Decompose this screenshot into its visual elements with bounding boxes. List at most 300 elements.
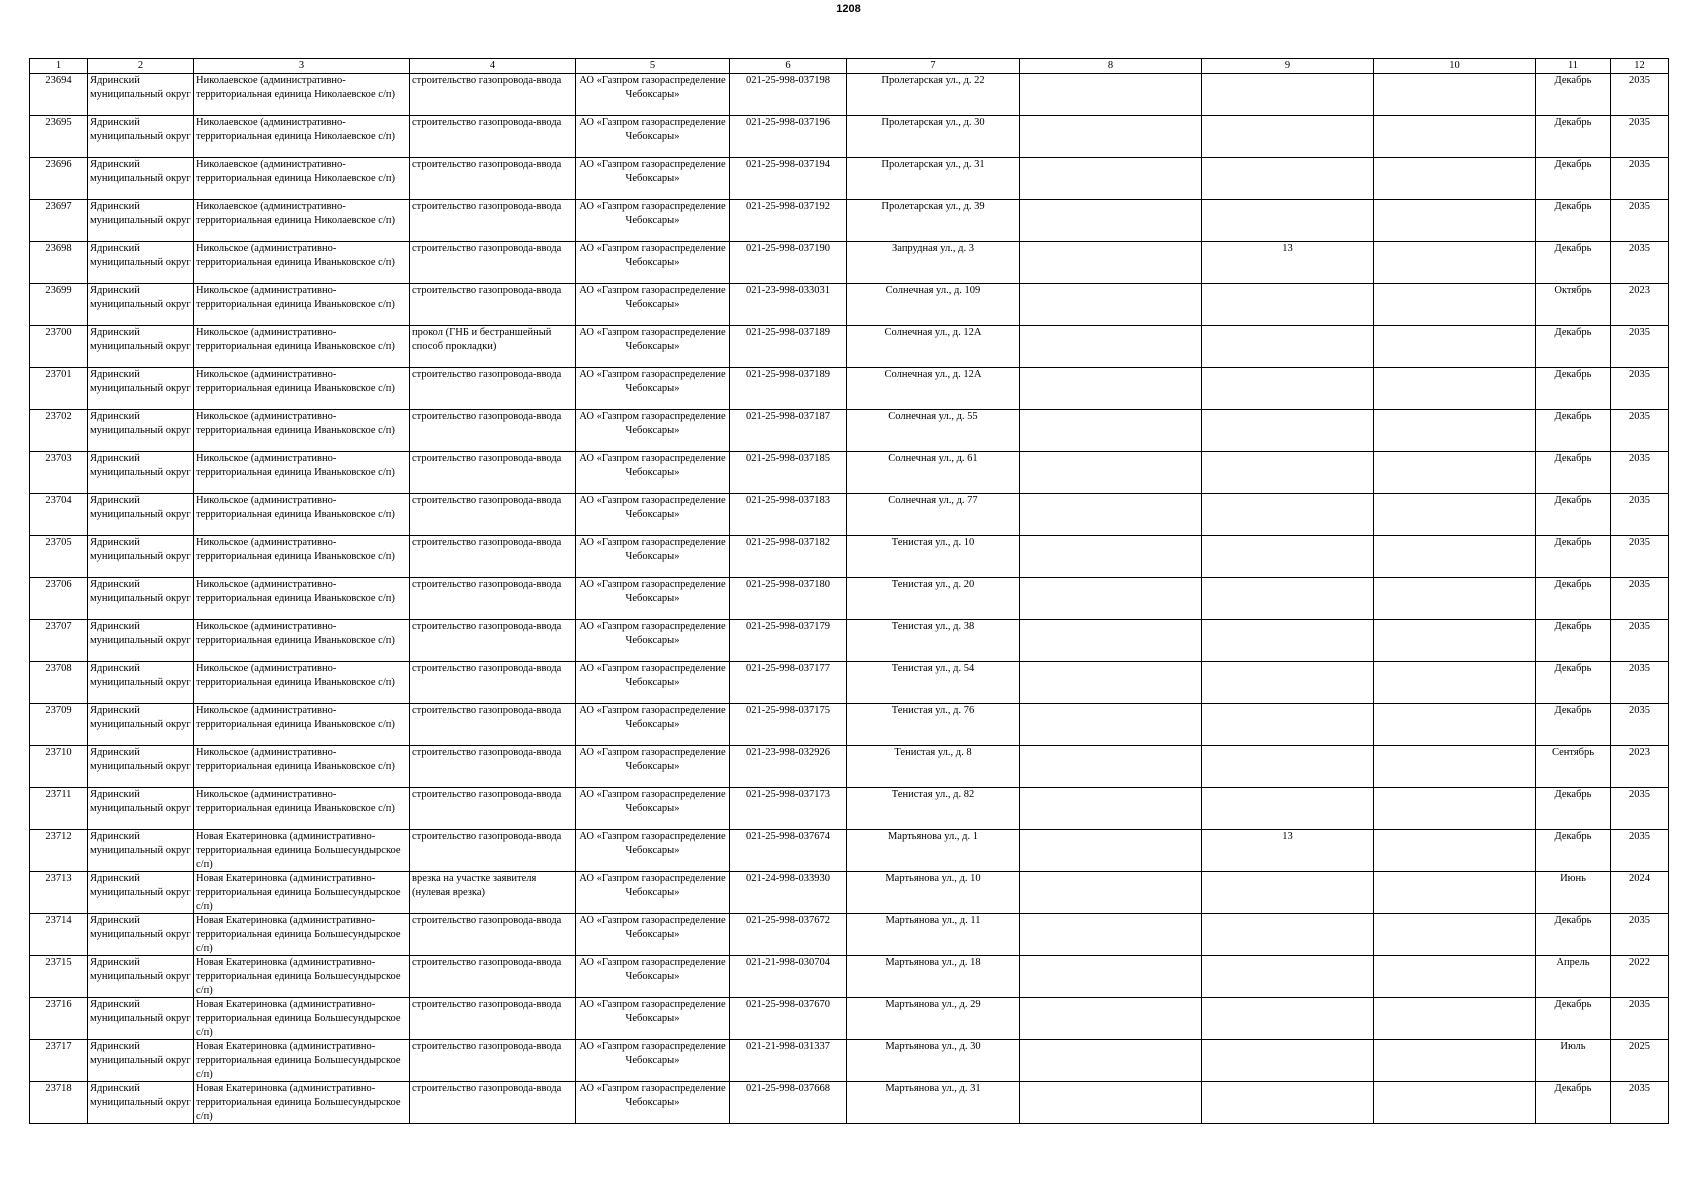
- address-cell: [847, 788, 1020, 830]
- year-cell-text: 2035: [1629, 621, 1650, 632]
- organization-cell: [576, 452, 730, 494]
- table-row: [30, 872, 1669, 914]
- organization-cell: [576, 788, 730, 830]
- organization-cell-text: АО «Газпром газораспределение Чебоксары»: [579, 831, 726, 856]
- column-number-row: [30, 59, 1669, 74]
- district-cell: [88, 1082, 194, 1124]
- table-row: [30, 998, 1669, 1040]
- organization-cell-text: АО «Газпром газораспределение Чебоксары»: [579, 747, 726, 772]
- row-number-cell: [30, 998, 88, 1040]
- month-cell-text: Декабрь: [1554, 495, 1592, 506]
- organization-cell: [576, 662, 730, 704]
- column-10-cell: [1374, 116, 1536, 158]
- column-10-cell: [1374, 284, 1536, 326]
- month-cell: [1536, 1082, 1611, 1124]
- district-cell: [88, 998, 194, 1040]
- object-code-cell-text: 021-24-998-033930: [746, 873, 830, 884]
- address-cell-text: Пролетарская ул., д. 22: [881, 75, 985, 86]
- address-cell: [847, 956, 1020, 998]
- month-cell: [1536, 74, 1611, 116]
- column-10-cell: [1374, 536, 1536, 578]
- year-cell-text: 2035: [1629, 999, 1650, 1010]
- district-cell: [88, 116, 194, 158]
- address-cell-text: Солнечная ул., д. 12А: [884, 327, 982, 338]
- table-row: [30, 578, 1669, 620]
- row-number-cell-text: 23707: [45, 621, 72, 632]
- column-8-cell: [1020, 536, 1202, 578]
- address-cell-text: Солнечная ул., д. 109: [885, 285, 981, 296]
- month-cell-text: Декабрь: [1554, 75, 1592, 86]
- object-code-cell: [730, 452, 847, 494]
- object-code-cell-text: 021-25-998-037185: [746, 453, 830, 464]
- column-9-cell: [1202, 620, 1374, 662]
- year-cell: [1611, 620, 1669, 662]
- organization-cell: [576, 284, 730, 326]
- district-cell: [88, 914, 194, 956]
- year-cell: [1611, 872, 1669, 914]
- column-10-cell: [1374, 662, 1536, 704]
- work-type-cell: [410, 494, 576, 536]
- organization-cell-text: АО «Газпром газораспределение Чебоксары»: [579, 201, 726, 226]
- column-8-cell: [1020, 1082, 1202, 1124]
- district-cell-text: Ядринский муниципальный округ: [90, 1083, 191, 1108]
- district-cell: [88, 368, 194, 410]
- year-cell: [1611, 830, 1669, 872]
- table-row: [30, 1040, 1669, 1082]
- year-cell: [1611, 662, 1669, 704]
- object-code-cell-text: 021-21-998-030704: [746, 957, 830, 968]
- table-row: [30, 662, 1669, 704]
- year-cell: [1611, 914, 1669, 956]
- column-9-cell: [1202, 494, 1374, 536]
- column-9-cell: [1202, 452, 1374, 494]
- row-number-cell-text: 23706: [45, 579, 72, 590]
- work-type-cell: [410, 872, 576, 914]
- work-type-cell: [410, 326, 576, 368]
- column-10-cell: [1374, 746, 1536, 788]
- column-9-cell: [1202, 116, 1374, 158]
- year-cell-text: 2035: [1629, 117, 1650, 128]
- district-cell: [88, 872, 194, 914]
- organization-cell-text: АО «Газпром газораспределение Чебоксары»: [579, 495, 726, 520]
- address-cell: [847, 998, 1020, 1040]
- work-type-cell: [410, 746, 576, 788]
- column-9-cell: [1202, 788, 1374, 830]
- month-cell: [1536, 830, 1611, 872]
- address-cell-text: Тенистая ул., д. 82: [891, 789, 975, 800]
- address-cell-text: Мартьянова ул., д. 1: [887, 831, 979, 842]
- object-code-cell: [730, 662, 847, 704]
- column-9-cell: [1202, 662, 1374, 704]
- year-cell-text: 2035: [1629, 327, 1650, 338]
- month-cell: [1536, 620, 1611, 662]
- work-type-cell-text: строительство газопровода-ввода: [412, 117, 562, 128]
- column-10-cell: [1374, 494, 1536, 536]
- table-row: [30, 410, 1669, 452]
- column-8-cell: [1020, 746, 1202, 788]
- year-cell: [1611, 200, 1669, 242]
- district-cell: [88, 1040, 194, 1082]
- month-cell: [1536, 536, 1611, 578]
- settlement-cell: [194, 494, 410, 536]
- column-8-cell: [1020, 200, 1202, 242]
- object-code-cell: [730, 872, 847, 914]
- object-code-cell-text: 021-25-998-037173: [746, 789, 830, 800]
- settlement-cell-text: Никольское (административно-территориальная единица Иваньковское с/п): [196, 453, 395, 478]
- address-cell: [847, 410, 1020, 452]
- month-cell: [1536, 788, 1611, 830]
- column-10-cell: [1374, 242, 1536, 284]
- object-code-cell-text: 021-25-998-037668: [746, 1083, 830, 1094]
- row-number-cell-text: 23718: [45, 1083, 72, 1094]
- row-number-cell-text: 23717: [45, 1041, 72, 1052]
- year-cell: [1611, 452, 1669, 494]
- row-number-cell: [30, 410, 88, 452]
- year-cell: [1611, 158, 1669, 200]
- row-number-cell-text: 23699: [45, 285, 72, 296]
- year-cell-text: 2035: [1629, 159, 1650, 170]
- month-cell: [1536, 494, 1611, 536]
- month-cell: [1536, 662, 1611, 704]
- object-code-cell: [730, 74, 847, 116]
- district-cell-text: Ядринский муниципальный округ: [90, 579, 191, 604]
- work-type-cell-text: строительство газопровода-ввода: [412, 75, 562, 86]
- work-type-cell: [410, 662, 576, 704]
- address-cell: [847, 116, 1020, 158]
- year-cell-text: 2035: [1629, 411, 1650, 422]
- column-9-cell: [1202, 410, 1374, 452]
- work-type-cell: [410, 536, 576, 578]
- settlement-cell-text: Николаевское (административно-территориальная единица Николаевское с/п): [196, 159, 396, 184]
- row-number-cell-text: 23702: [45, 411, 72, 422]
- work-type-cell-text: строительство газопровода-ввода: [412, 663, 562, 674]
- row-number-cell: [30, 914, 88, 956]
- organization-cell: [576, 410, 730, 452]
- table-header: [30, 59, 1669, 74]
- work-type-cell: [410, 788, 576, 830]
- table-row: [30, 200, 1669, 242]
- month-cell: [1536, 746, 1611, 788]
- row-number-cell-text: 23715: [45, 957, 72, 968]
- year-cell: [1611, 1040, 1669, 1082]
- organization-cell: [576, 74, 730, 116]
- organization-cell: [576, 1040, 730, 1082]
- address-cell-text: Пролетарская ул., д. 30: [881, 117, 985, 128]
- row-number-cell: [30, 830, 88, 872]
- settlement-cell-text: Николаевское (административно-территориальная единица Николаевское с/п): [196, 75, 396, 100]
- column-9-cell: [1202, 914, 1374, 956]
- district-cell: [88, 74, 194, 116]
- district-cell-text: Ядринский муниципальный округ: [90, 537, 191, 562]
- object-code-cell: [730, 158, 847, 200]
- organization-cell-text: АО «Газпром газораспределение Чебоксары»: [579, 75, 726, 100]
- row-number-cell-text: 23710: [45, 747, 72, 758]
- district-cell-text: Ядринский муниципальный округ: [90, 831, 191, 856]
- district-cell: [88, 956, 194, 998]
- column-10-cell: [1374, 368, 1536, 410]
- year-cell: [1611, 998, 1669, 1040]
- year-cell: [1611, 326, 1669, 368]
- settlement-cell: [194, 326, 410, 368]
- work-type-cell: [410, 578, 576, 620]
- row-number-cell-text: 23712: [45, 831, 72, 842]
- row-number-cell-text: 23701: [45, 369, 72, 380]
- month-cell-text: Апрель: [1556, 957, 1590, 968]
- month-cell-text: Июнь: [1560, 873, 1586, 884]
- row-number-cell-text: 23697: [45, 201, 72, 212]
- address-cell-text: Мартьянова ул., д. 31: [885, 1083, 981, 1094]
- settlement-cell: [194, 872, 410, 914]
- column-9-cell: [1202, 746, 1374, 788]
- work-type-cell: [410, 998, 576, 1040]
- year-cell: [1611, 284, 1669, 326]
- address-cell-text: Мартьянова ул., д. 11: [885, 915, 981, 926]
- work-type-cell: [410, 704, 576, 746]
- column-8-cell: [1020, 452, 1202, 494]
- address-cell: [847, 746, 1020, 788]
- table-row: [30, 158, 1669, 200]
- address-cell: [847, 242, 1020, 284]
- column-8-cell: [1020, 494, 1202, 536]
- district-cell: [88, 704, 194, 746]
- organization-cell-text: АО «Газпром газораспределение Чебоксары»: [579, 873, 726, 898]
- column-9-cell: [1202, 158, 1374, 200]
- object-code-cell-text: 021-23-998-033031: [746, 285, 830, 296]
- object-code-cell: [730, 200, 847, 242]
- column-9-cell: [1202, 326, 1374, 368]
- row-number-cell: [30, 242, 88, 284]
- settlement-cell-text: Никольское (административно-территориальная единица Иваньковское с/п): [196, 537, 395, 562]
- settlement-cell: [194, 242, 410, 284]
- column-10-cell: [1374, 830, 1536, 872]
- column-8-cell: [1020, 158, 1202, 200]
- object-code-cell: [730, 998, 847, 1040]
- column-9-cell: [1202, 872, 1374, 914]
- address-cell-text: Пролетарская ул., д. 31: [881, 159, 985, 170]
- address-cell-text: Пролетарская ул., д. 39: [881, 201, 985, 212]
- year-cell-text: 2035: [1629, 579, 1650, 590]
- object-code-cell: [730, 746, 847, 788]
- year-cell-text: 2035: [1629, 705, 1650, 716]
- column-header-2: 2: [88, 59, 194, 74]
- work-type-cell-text: строительство газопровода-ввода: [412, 243, 562, 254]
- district-cell: [88, 830, 194, 872]
- year-cell-text: 2035: [1629, 369, 1650, 380]
- work-type-cell-text: строительство газопровода-ввода: [412, 999, 562, 1010]
- organization-cell: [576, 494, 730, 536]
- row-number-cell-text: 23698: [45, 243, 72, 254]
- settlement-cell-text: Новая Екатериновка (административно-территориальная единица Большесундырское с/п): [196, 1083, 401, 1122]
- district-cell-text: Ядринский муниципальный округ: [90, 747, 191, 772]
- work-type-cell-text: строительство газопровода-ввода: [412, 495, 562, 506]
- row-number-cell: [30, 74, 88, 116]
- address-cell-text: Солнечная ул., д. 77: [888, 495, 978, 506]
- settlement-cell: [194, 914, 410, 956]
- object-code-cell-text: 021-25-998-037670: [746, 999, 830, 1010]
- column-header-12: 12: [1611, 59, 1669, 74]
- row-number-cell: [30, 620, 88, 662]
- address-cell: [847, 1082, 1020, 1124]
- object-code-cell-text: 021-25-998-037672: [746, 915, 830, 926]
- row-number-cell-text: 23713: [45, 873, 72, 884]
- row-number-cell: [30, 116, 88, 158]
- district-cell-text: Ядринский муниципальный округ: [90, 621, 191, 646]
- district-cell-text: Ядринский муниципальный округ: [90, 453, 191, 478]
- object-code-cell: [730, 704, 847, 746]
- settlement-cell-text: Никольское (административно-территориальная единица Иваньковское с/п): [196, 285, 395, 310]
- year-cell-text: 2022: [1629, 957, 1650, 968]
- table-row: [30, 620, 1669, 662]
- organization-cell-text: АО «Газпром газораспределение Чебоксары»: [579, 285, 726, 310]
- organization-cell: [576, 872, 730, 914]
- work-type-cell-text: строительство газопровода-ввода: [412, 705, 562, 716]
- month-cell-text: Декабрь: [1554, 369, 1592, 380]
- table-row: [30, 956, 1669, 998]
- organization-cell-text: АО «Газпром газораспределение Чебоксары»: [579, 579, 726, 604]
- year-cell: [1611, 368, 1669, 410]
- column-10-cell: [1374, 578, 1536, 620]
- district-cell: [88, 200, 194, 242]
- settlement-cell-text: Никольское (административно-территориальная единица Иваньковское с/п): [196, 705, 395, 730]
- district-cell-text: Ядринский муниципальный округ: [90, 663, 191, 688]
- year-cell-text: 2035: [1629, 243, 1650, 254]
- object-code-cell-text: 021-25-998-037179: [746, 621, 830, 632]
- settlement-cell-text: Новая Екатериновка (административно-территориальная единица Большесундырское с/п): [196, 873, 401, 912]
- year-cell: [1611, 956, 1669, 998]
- district-cell-text: Ядринский муниципальный округ: [90, 957, 191, 982]
- district-cell-text: Ядринский муниципальный округ: [90, 705, 191, 730]
- district-cell: [88, 158, 194, 200]
- month-cell-text: Декабрь: [1554, 999, 1592, 1010]
- column-8-cell: [1020, 578, 1202, 620]
- row-number-cell: [30, 788, 88, 830]
- table-body: [30, 74, 1669, 1124]
- year-cell: [1611, 578, 1669, 620]
- settlement-cell: [194, 410, 410, 452]
- column-9-cell: [1202, 284, 1374, 326]
- column-8-cell: [1020, 326, 1202, 368]
- work-type-cell-text: строительство газопровода-ввода: [412, 831, 562, 842]
- column-8-cell: [1020, 704, 1202, 746]
- organization-cell: [576, 956, 730, 998]
- year-cell: [1611, 746, 1669, 788]
- work-type-cell-text: строительство газопровода-ввода: [412, 201, 562, 212]
- object-code-cell-text: 021-25-998-037183: [746, 495, 830, 506]
- column-9-cell: [1202, 704, 1374, 746]
- year-cell-text: 2035: [1629, 831, 1650, 842]
- district-cell: [88, 746, 194, 788]
- object-code-cell: [730, 116, 847, 158]
- address-cell-text: Тенистая ул., д. 38: [891, 621, 975, 632]
- work-type-cell-text: строительство газопровода-ввода: [412, 957, 562, 968]
- table-row: [30, 116, 1669, 158]
- organization-cell: [576, 116, 730, 158]
- settlement-cell-text: Новая Екатериновка (административно-территориальная единица Большесундырское с/п): [196, 831, 401, 870]
- work-type-cell: [410, 242, 576, 284]
- row-number-cell-text: 23709: [45, 705, 72, 716]
- work-type-cell: [410, 914, 576, 956]
- column-header-5: 5: [576, 59, 730, 74]
- settlement-cell: [194, 704, 410, 746]
- organization-cell: [576, 1082, 730, 1124]
- row-number-cell: [30, 1082, 88, 1124]
- column-10-cell: [1374, 872, 1536, 914]
- table-row: [30, 326, 1669, 368]
- month-cell: [1536, 578, 1611, 620]
- column-header-1: 1: [30, 59, 88, 74]
- year-cell: [1611, 704, 1669, 746]
- settlement-cell-text: Никольское (административно-территориальная единица Иваньковское с/п): [196, 789, 395, 814]
- object-code-cell-text: 021-25-998-037194: [746, 159, 830, 170]
- object-code-cell-text: 021-25-998-037198: [746, 75, 830, 86]
- object-code-cell: [730, 1040, 847, 1082]
- work-type-cell-text: строительство газопровода-ввода: [412, 453, 562, 464]
- column-9-cell: [1202, 998, 1374, 1040]
- settlement-cell: [194, 956, 410, 998]
- settlement-cell-text: Никольское (административно-территориальная единица Иваньковское с/п): [196, 621, 395, 646]
- month-cell-text: Декабрь: [1554, 327, 1592, 338]
- object-code-cell-text: 021-25-998-037189: [746, 327, 830, 338]
- column-10-cell: [1374, 914, 1536, 956]
- settlement-cell: [194, 284, 410, 326]
- column-10-cell: [1374, 410, 1536, 452]
- organization-cell-text: АО «Газпром газораспределение Чебоксары»: [579, 243, 726, 268]
- month-cell-text: Декабрь: [1554, 831, 1592, 842]
- row-number-cell: [30, 284, 88, 326]
- object-code-cell-text: 021-25-998-037189: [746, 369, 830, 380]
- year-cell-text: 2035: [1629, 453, 1650, 464]
- table-row: [30, 242, 1669, 284]
- object-code-cell: [730, 1082, 847, 1124]
- object-code-cell-text: 021-25-998-037175: [746, 705, 830, 716]
- object-code-cell: [730, 788, 847, 830]
- settlement-cell: [194, 620, 410, 662]
- column-header-8: 8: [1020, 59, 1202, 74]
- table-row: [30, 452, 1669, 494]
- column-8-cell: [1020, 242, 1202, 284]
- settlement-cell-text: Никольское (административно-территориальная единица Иваньковское с/п): [196, 663, 395, 688]
- organization-cell-text: АО «Газпром газораспределение Чебоксары»: [579, 411, 726, 436]
- settlement-cell: [194, 1082, 410, 1124]
- address-cell: [847, 452, 1020, 494]
- work-type-cell-text: строительство газопровода-ввода: [412, 1041, 562, 1052]
- row-number-cell: [30, 746, 88, 788]
- address-cell-text: Тенистая ул., д. 54: [891, 663, 975, 674]
- settlement-cell: [194, 788, 410, 830]
- row-number-cell: [30, 158, 88, 200]
- address-cell: [847, 704, 1020, 746]
- month-cell-text: Июль: [1560, 1041, 1586, 1052]
- organization-cell: [576, 914, 730, 956]
- settlement-cell: [194, 830, 410, 872]
- year-cell: [1611, 116, 1669, 158]
- settlement-cell: [194, 200, 410, 242]
- organization-cell: [576, 620, 730, 662]
- address-cell: [847, 536, 1020, 578]
- organization-cell-text: АО «Газпром газораспределение Чебоксары»: [579, 369, 726, 394]
- district-cell: [88, 326, 194, 368]
- address-cell-text: Солнечная ул., д. 55: [888, 411, 978, 422]
- table-row: [30, 368, 1669, 410]
- object-code-cell-text: 021-25-998-037177: [746, 663, 830, 674]
- table-row: [30, 74, 1669, 116]
- organization-cell-text: АО «Газпром газораспределение Чебоксары»: [579, 999, 726, 1024]
- column-9-cell: [1202, 368, 1374, 410]
- month-cell: [1536, 242, 1611, 284]
- column-8-cell: [1020, 788, 1202, 830]
- year-cell-text: 2023: [1629, 747, 1650, 758]
- row-number-cell: [30, 662, 88, 704]
